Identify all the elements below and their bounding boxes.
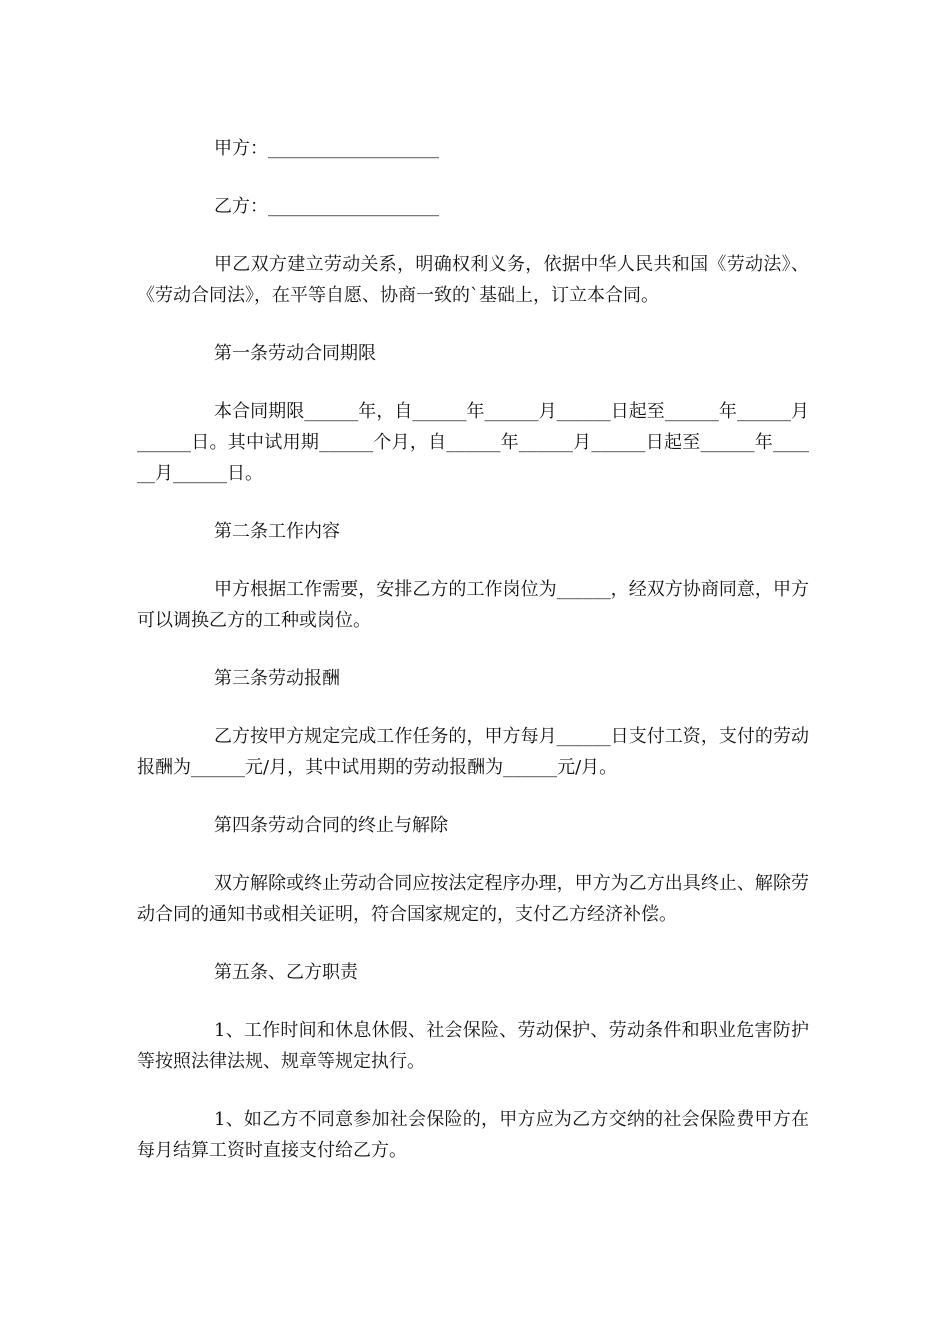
article-3-body: 乙方按甲方规定完成工作任务的，甲方每月______日支付工资，支付的劳动报酬为______元/月，其中试用期的劳动报酬为______元/月。 <box>137 726 809 778</box>
article-2-body: 甲方根据工作需要，安排乙方的工作岗位为______，经双方协商同意，甲方可以调换乙方的工种或岗位。 <box>137 579 809 631</box>
intro-paragraph: 甲乙双方建立劳动关系，明确权利义务，依据中华人民共和国《劳动法》、《劳动合同法》，在平等自愿、协商一致的`基础上，订立本合同。 <box>137 254 809 306</box>
article-5-item-1: 1、工作时间和休息休假、社会保险、劳动保护、劳动条件和职业危害防护等按照法律法规、规章等规定执行。 <box>137 1020 809 1072</box>
party-a-field: 甲方：___________________ <box>214 138 439 159</box>
article-5-heading: 第五条、乙方职责 <box>214 962 358 983</box>
article-5-item-2: 1、如乙方不同意参加社会保险的，甲方应为乙方交纳的社会保险费甲方在每月结算工资时直接支付给乙方。 <box>137 1109 809 1161</box>
article-2-heading: 第二条工作内容 <box>214 521 340 542</box>
article-3-heading: 第三条劳动报酬 <box>214 668 340 689</box>
party-b-field: 乙方：___________________ <box>214 196 439 217</box>
article-4-heading: 第四条劳动合同的终止与解除 <box>214 815 448 836</box>
article-4-body: 双方解除或终止劳动合同应按法定程序办理，甲方为乙方出具终止、解除劳动合同的通知书或相关证明，符合国家规定的，支付乙方经济补偿。 <box>137 873 809 925</box>
document-body <box>137 133 809 1166</box>
article-1-body: 本合同期限______年，自______年______月______日起至______年______月______日。其中试用期______个月，自______年______月______日起至______年______月______日。 <box>137 401 809 484</box>
article-1-heading: 第一条劳动合同期限 <box>214 343 376 364</box>
